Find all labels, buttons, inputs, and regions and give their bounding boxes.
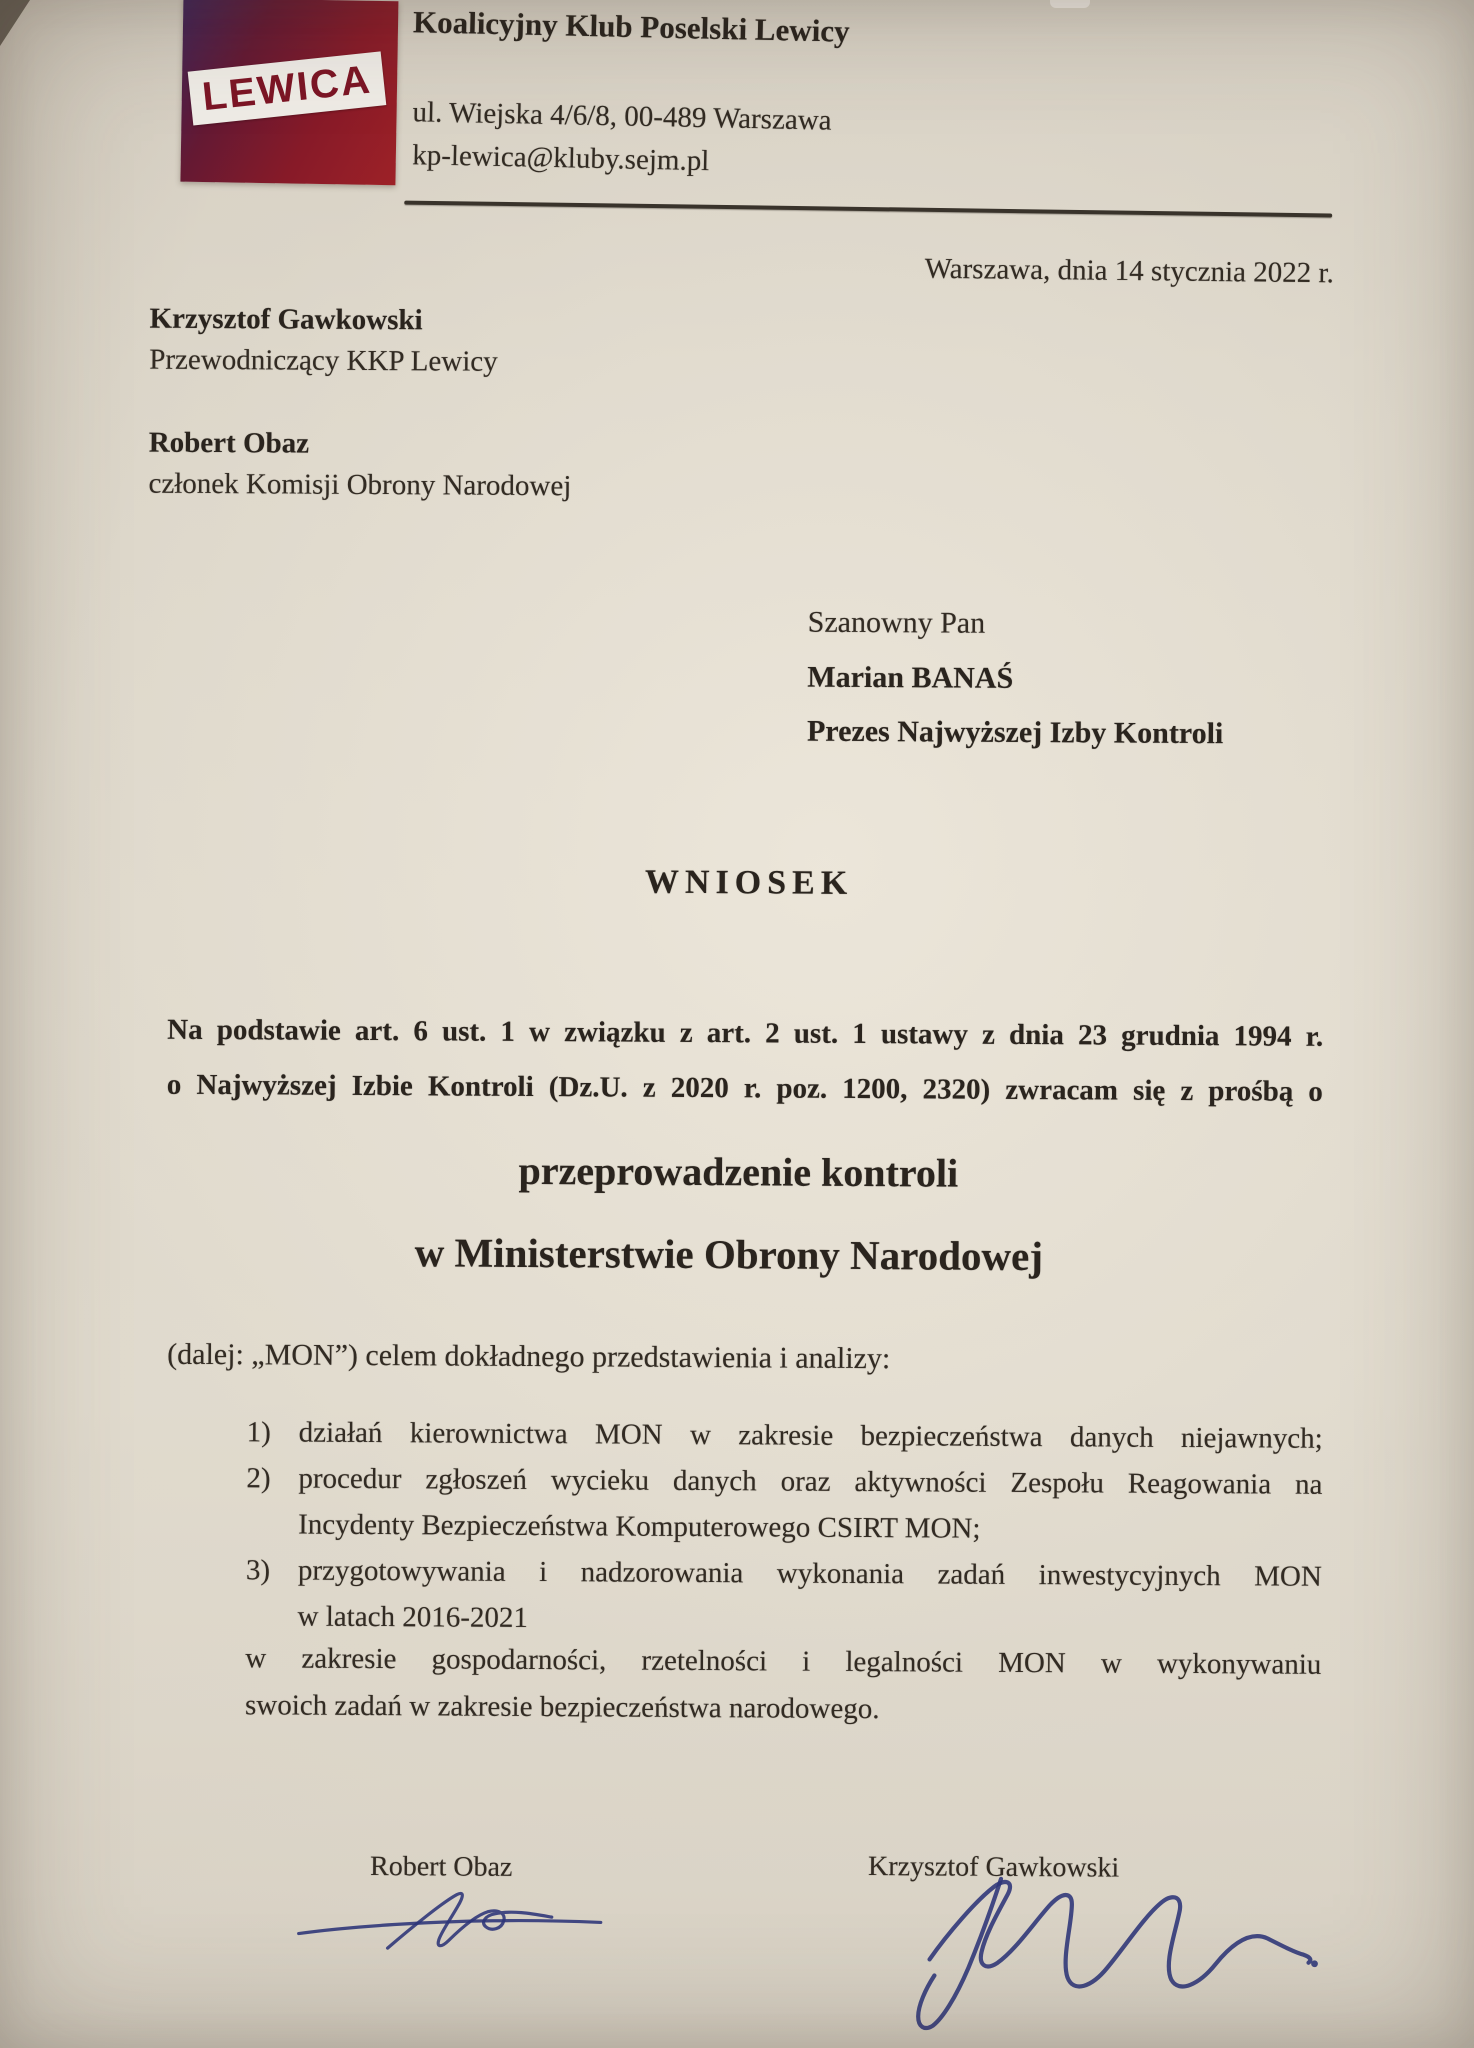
request-heading-line-2: w Ministerstwie Obrony Narodowej [414,1229,1044,1280]
org-address: ul. Wiejska 4/6/8, 00-489 Warszawa [412,96,832,137]
letterhead-divider [404,201,1332,218]
sender-2-name: Robert Obaz [148,426,310,460]
lewica-logo-text: LEWICA [200,57,374,119]
org-name: Koalicyjny Klub Poselski Lewicy [412,4,850,49]
legal-basis-line-2: o Najwyższej Izbie Kontroli (Dz.U. z 2020 r. poz. 1200, 2320) zwracam się z prośbą o [166,1068,1323,1108]
signature-ink-dot [1311,1960,1318,1967]
recipient-title: Prezes Najwyższej Izby Kontroli [806,714,1224,751]
list-item-3 [246,1547,1322,1600]
robert-obaz-signature-ink [299,1919,601,1935]
request-heading-line-1: przeprowadzenie kontroli [518,1147,959,1196]
list-item-2 [246,1455,1322,1508]
signature-name-krzysztof-gawkowski: Krzysztof Gawkowski [868,1851,1120,1884]
list-item-2-marker: 2) [246,1462,271,1495]
date-line: Warszawa, dnia 14 stycznia 2022 r. [924,252,1335,290]
legal-basis-paragraph [167,1003,1324,1120]
sender-1-name: Krzysztof Gawkowski [149,302,423,337]
list-item-3-marker: 3) [245,1554,271,1587]
recipient-salutation: Szanowny Pan [807,605,986,640]
list-item-3-marker-spacer [245,1593,297,1639]
signature-name-robert-obaz: Robert Obaz [369,1851,513,1883]
robert-obaz-signature-ink [388,1893,552,1949]
list-item-2-continuation [246,1501,1322,1554]
list-item-1 [247,1409,1323,1462]
list-item-2-text-line-1: procedur zgłoszeń wycieku danych oraz aktywności Zespołu Reagowania na [298,1462,1323,1501]
list-item-1-text: działań kierownictwa MON w zakresie bezpieczeństwa danych niejawnych; [298,1416,1323,1455]
legal-basis-line-1: Na podstawie art. 6 ust. 1 w związku z art. 2 ust. 1 ustawy z dnia 23 grudnia 1994 r. [167,1013,1324,1053]
audit-scope-list [245,1409,1322,1646]
closing-line-1: w zakresie gospodarności, rzetelności i legalności MON w wykonywaniu [245,1642,1322,1681]
closing-line-2: swoich zadań w zakresie bezpieczeństwa narodowego. [244,1689,880,1726]
org-email: kp-lewica@kluby.sejm.pl [411,139,710,178]
lewica-logo-band [188,51,387,125]
list-item-3-text-line-1: przygotowywania i nadzorowania wykonania zadań inwestycyjnych MON [297,1554,1322,1593]
list-item-1-marker: 1) [246,1416,272,1449]
krzysztof-gawkowski-signature-ink [929,1882,1310,1988]
sender-2-title: członek Komisji Obrony Narodowej [148,467,572,503]
sender-1-title: Przewodniczący KKP Lewicy [149,343,498,378]
closing-paragraph [245,1635,1322,1736]
recipient-name: Marian BANAŚ [807,660,1014,695]
list-item-3-text-line-2: w latach 2016-2021 [297,1600,529,1634]
list-item-2-marker-spacer [246,1501,298,1547]
list-item-2-text-line-2: Incydenty Bezpieczeństwa Komputerowego CSIRT MON; [298,1508,981,1545]
purpose-intro: (dalej: „MON”) celem dokładnego przedstawienia i analizy: [167,1337,891,1376]
lewica-logo [180,0,398,185]
krzysztof-gawkowski-signature-ink [918,1878,1001,2028]
document-title: WNIOSEK [644,863,854,902]
